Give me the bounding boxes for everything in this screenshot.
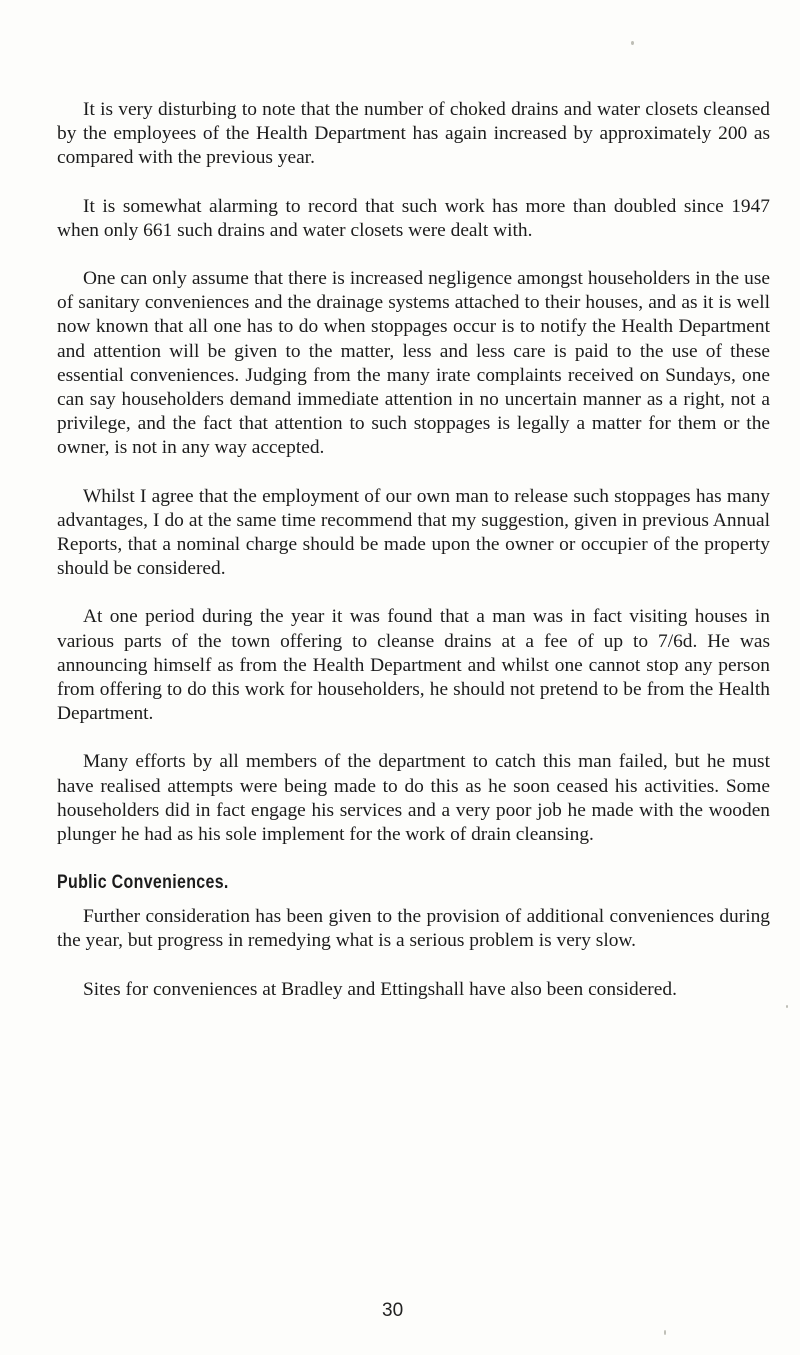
paper-speck <box>664 1330 666 1335</box>
paragraph: Whilst I agree that the employment of our own man to release such stoppages has many advantages, I do at the same time recommend that my suggestion, given in previous Annual Reports, that a nominal charge should be made upon the owner or occupier of the property should be considered. <box>57 485 770 580</box>
paragraph: One can only assume that there is increased negligence amongst householders in the use of sanitary conveniences and the drainage systems attached to their houses, and as it is well now known that all one has to do when stoppages occur is to notify the Health Department and attention will be given to the matter, less and less care is paid to the use of these essential conveniences. Judging from the many irate complaints received on Sundays, one can say householders demand immediate attention in no uncertain manner as a right, not a privilege, and the fact that attention to such stoppages is legally a matter for them or the owner, is not in any way accepted. <box>57 268 770 459</box>
paragraph: It is somewhat alarming to record that such work has more than doubled since 1947 when only 661 such drains and water closets were dealt with. <box>57 195 770 241</box>
paragraph: Further consideration has been given to the provision of additional conveniences during the year, but progress in remedying what is a serious problem is very slow. <box>57 906 770 952</box>
paragraph: It is very disturbing to note that the number of choked drains and water closets cleansed by the employees of the Health Department has again increased by approximately 200 as compared with the previous year. <box>57 99 770 169</box>
paper-speck <box>631 41 634 45</box>
paragraph: At one period during the year it was found that a man was in fact visiting houses in various parts of the town offering to cleanse drains at a fee of up to 7/6d. He was announcing himself as from the Health Department and whilst one cannot stop any person from offering to do this work for householders, he should not pretend to be from the Health Department. <box>57 606 770 725</box>
paragraph: Sites for conveniences at Bradley and Ettingshall have also been considered. <box>83 978 677 1000</box>
paper-speck <box>786 1005 788 1008</box>
body-text <box>57 98 770 1002</box>
section-heading: Public Conveniences. <box>57 872 229 894</box>
paragraph: Many efforts by all members of the department to catch this man failed, but he must have realised attempts were being made to do this as he soon ceased his activities. Some householders did in fact engage his services and a very poor job he made with the wooden plunger he had as his sole implement for the work of drain cleansing. <box>57 751 770 846</box>
page-number: 30 <box>382 1300 404 1321</box>
